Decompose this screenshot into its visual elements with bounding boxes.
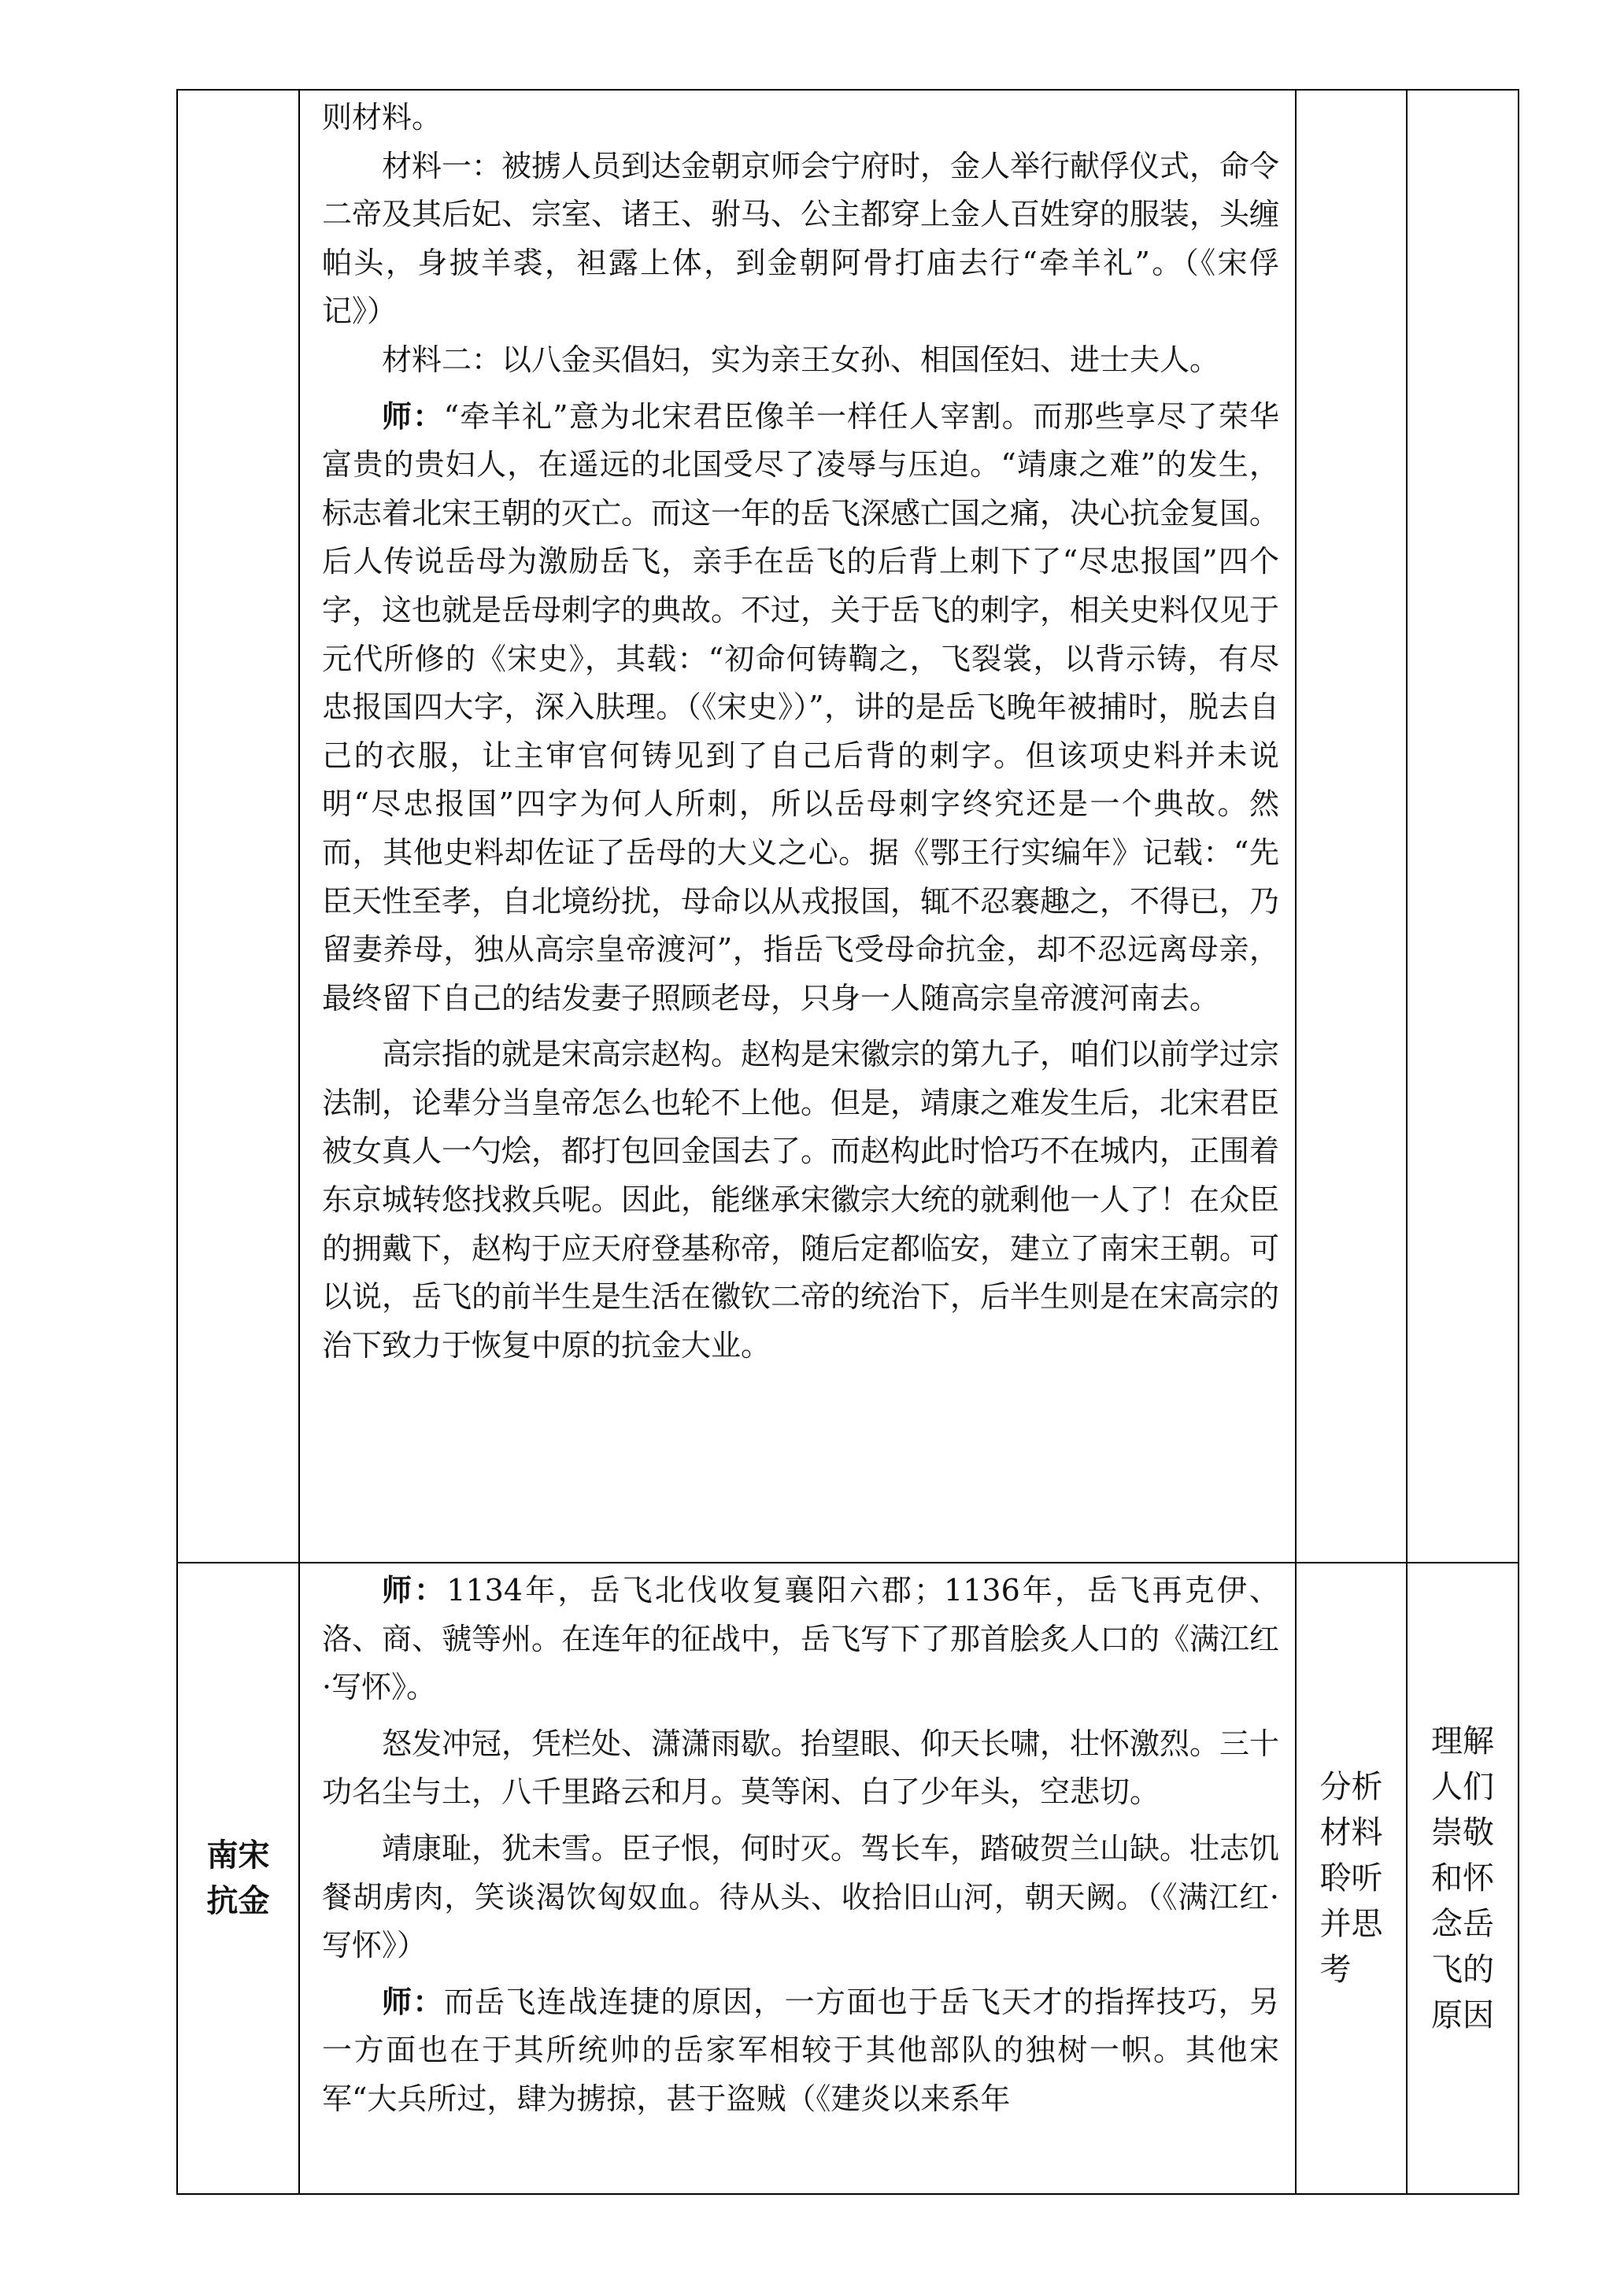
paragraph [322,1978,1279,2124]
paragraph-text: 1134年，岳飞北伐收复襄阳六郡；1136年，岳飞再克伊、洛、商、虢等州。在连年的征战中，岳飞写下了那首脍炙人口的《满江红·写怀》。 [322,1573,1280,1705]
paragraph: 则材料。 [322,100,442,135]
poem-stanza: 靖康耻，犹未雪。臣子恨，何时灭。驾长车，踏破贺兰山缺。壮志饥餐胡虏肉，笑谈渴饮匈奴血。待从头、收拾旧山河，朝天阙。（《满江红·写怀》） [322,1830,1280,1963]
activity-cell [1296,90,1407,1563]
section-title [177,1563,299,2194]
poem-stanza: 怒发冲冠，凭栏处、潇潇雨歇。抬望眼、仰天长啸，壮怀激烈。三十功名尘与土，八千里路云和月。莫等闲、白了少年头，空悲切。 [322,1726,1280,1810]
intent-cell [1407,1563,1519,2194]
design-intent: 理解 人们 崇敬 和怀 念岳 飞的 原因 [1431,1723,1494,2033]
paragraph: 材料一：被掳人员到达金朝京师会宁府时，金人举行献俘仪式，命令二帝及其后妃、宗室、诸王、驸马、公主都穿上金人百姓穿的服装，头缠帕头，身披羊裘，袒露上体，到金朝阿骨打庙去行“牵羊礼”。（《宋俘记》） [322,148,1280,329]
student-activity: 分析 材料 聆听 并思 考 [1319,1769,1383,1988]
lesson-plan-table [176,89,1519,2195]
speaker-label: 师： [382,1573,447,1608]
intent-cell [1407,90,1519,1563]
section-cell [177,90,299,1563]
table-row [177,1563,1519,2194]
paragraph [322,1567,1279,1712]
content-cell [299,1563,1296,2194]
activity-cell [1296,1563,1407,2194]
paragraph: 材料二：以八金买倡妇，实为亲王女孙、相国侄妇、进士夫人。 [382,342,1220,377]
paragraph [322,393,1279,1023]
content-cell [299,90,1296,1563]
section-label: 南宋 抗金 [206,1837,270,1919]
speaker-label: 师： [382,1984,444,2019]
paragraph: 高宗指的就是宋高宗赵构。赵构是宋徽宗的第九子，咱们以前学过宗法制，论辈分当皇帝怎么也轮不上他。但是，靖康之难发生后，北宋君臣被女真人一勺烩，都打包回金国去了。而赵构此时恰巧不在城内，正围着东京城转悠找救兵呢。因此，能继承宋徽宗大统的就剩他一人了！在众臣的拥戴下，赵构于应天府登基称帝，随后定都临安，建立了南宋王朝。可以说，岳飞的前半生是生活在徽钦二帝的统治下，后半生则是在宋高宗的治下致力于恢复中原的抗金大业。 [322,1037,1280,1363]
paragraph-text: “牵羊礼”意为北宋君臣像羊一样任人宰割。而那些享尽了荣华富贵的贵妇人，在遥远的北国受尽了凌辱与压迫。“靖康之难”的发生，标志着北宋王朝的灭亡。而这一年的岳飞深感亡国之痛，决心抗金复国。后人传说岳母为激励岳飞，亲手在岳飞的后背上刺下了“尽忠报国”四个字，这也就是岳母刺字的典故。不过，关于岳飞的刺字，相关史料仅见于元代所修的《宋史》，其载：“初命何铸鞫之，飞裂裳，以背示铸，有尽忠报国四大字，深入肤理。（《宋史》）”，讲的是岳飞晚年被捕时，脱去自己的衣服，让主审官何铸见到了自己后背的刺字。但该项史料并未说明“尽忠报国”四字为何人所刺，所以岳母刺字终究还是一个典故。然而，其他史料却佐证了岳母的大义之心。据《鄂王行实编年》记载：“先臣天性至孝，自北境纷扰，母命以从戎报国，辄不忍褰趣之，不得已，乃留妻养母，独从高宗皇帝渡河”，指岳飞受母命抗金，却不忍远离母亲，最终留下自己的结发妻子照顾老母，只身一人随高宗皇帝渡河南去。 [322,398,1280,1016]
table-row [177,90,1519,1563]
speaker-label: 师： [382,398,444,434]
paragraph-text: 而岳飞连战连捷的原因，一方面也于岳飞天才的指挥技巧，另一方面也在于其所统帅的岳家军相较于其他部队的独树一帜。其他宋军“大兵所过，肆为掳掠，甚于盗贼（《建炎以来系年 [322,1984,1279,2116]
